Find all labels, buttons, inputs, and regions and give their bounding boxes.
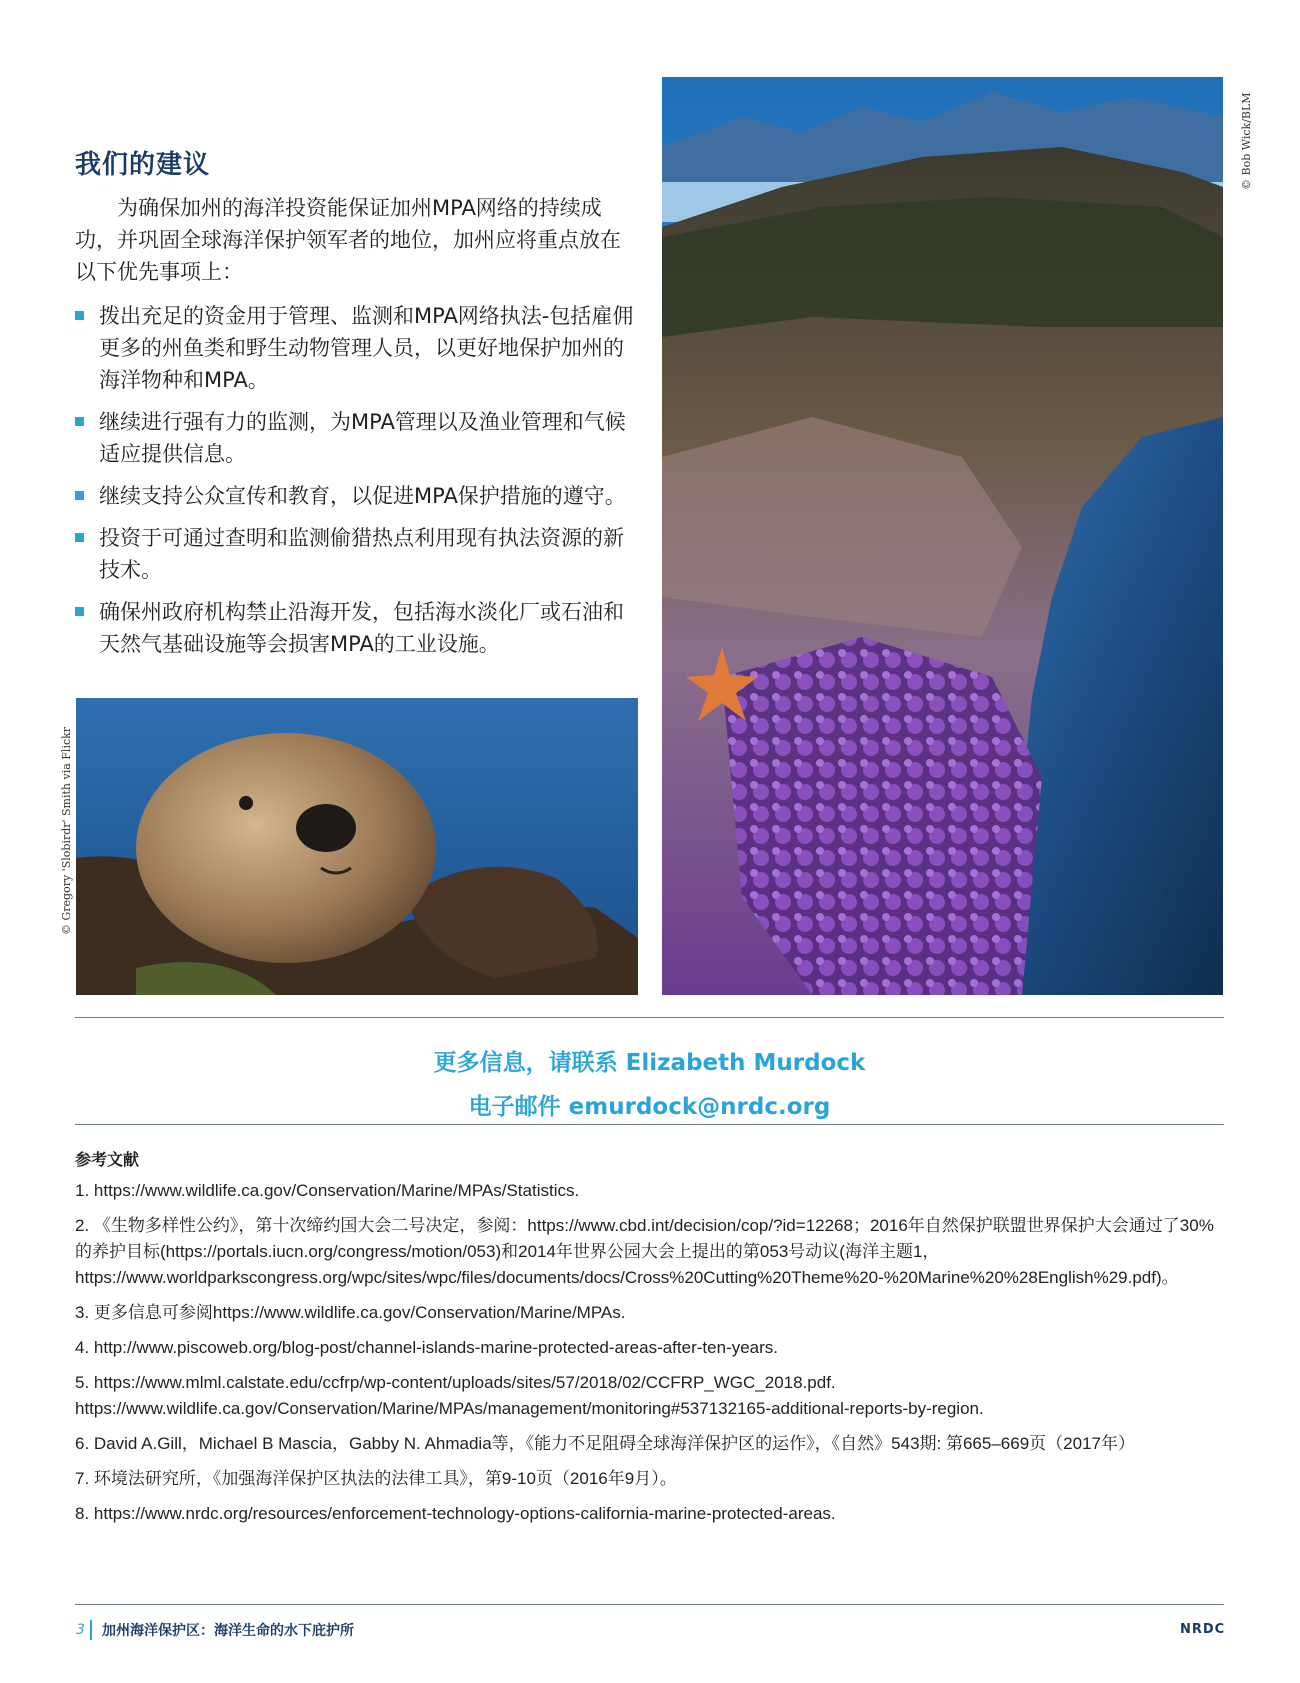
list-item <box>75 596 637 660</box>
list-item <box>75 406 637 470</box>
reference-item[interactable]: 4. http://www.piscoweb.org/blog-post/channel-islands-marine-protected-areas-after-ten-years. <box>75 1338 778 1357</box>
list-item-text: 投资于可通过查明和监测偷猎热点利用现有执法资源的新技术。 <box>99 526 624 582</box>
reference-item[interactable]: 3. 更多信息可参阅https://www.wildlife.ca.gov/Conservation/Marine/MPAs. <box>75 1303 626 1322</box>
list-item <box>75 300 637 396</box>
photo-credit: © Gregory 'Slobirdr' Smith via Flickr <box>60 726 73 935</box>
reference-item: 6. David A.Gill，Michael B Mascia，Gabby N. Ahmadia等，《能力不足阻碍全球海洋保护区的运作》，《自然》543期: 第665–669页（2017年） <box>75 1434 1135 1453</box>
divider <box>75 1124 1224 1125</box>
intro-paragraph: 为确保加州的海洋投资能保证加州MPA网络的持续成功，并巩固全球海洋保护领军者的地位，加州应将重点放在以下优先事项上： <box>75 196 621 284</box>
reference-item[interactable]: 8. https://www.nrdc.org/resources/enforcement-technology-options-california-marine-protected-areas. <box>75 1504 836 1523</box>
tidepool-photo <box>662 77 1223 995</box>
sea-otter-photo <box>76 698 638 995</box>
references-list <box>75 1178 1225 1536</box>
reference-item: 7. 环境法研究所，《加强海洋保护区执法的法律工具》，第9-10页（2016年9月）。 <box>75 1469 677 1488</box>
list-item-text: 继续支持公众宣传和教育，以促进MPA保护措施的遵守。 <box>99 484 626 508</box>
sea-otter-illustration <box>76 698 638 995</box>
reference-item[interactable]: 5. https://www.mlml.calstate.edu/ccfrp/wp-content/uploads/sites/57/2018/02/CCFRP_WGC_2018.pdf. https://www.wildlife.ca.gov/Conservation/Marine/MPAs/management/monitoring#537132165-additional-reports-by-region. <box>75 1373 984 1418</box>
bullet-icon <box>75 491 84 500</box>
footer-divider <box>75 1604 1224 1605</box>
references-title: 参考文献 <box>75 1150 140 1169</box>
footer-title: 加州海洋保护区：海洋生命的水下庇护所 <box>102 1623 354 1639</box>
bullet-icon <box>75 417 84 426</box>
bullet-icon <box>75 311 84 320</box>
list-item <box>75 480 637 512</box>
page-number: 3 <box>76 1622 85 1638</box>
list-item <box>75 522 637 586</box>
bullet-icon <box>75 607 84 616</box>
list-item-text: 确保州政府机构禁止沿海开发，包括海水淡化厂或石油和天然气基础设施等会损害MPA的工业设施。 <box>99 600 624 656</box>
footer-separator <box>90 1620 92 1640</box>
reference-item[interactable]: 1. https://www.wildlife.ca.gov/Conservation/Marine/MPAs/Statistics. <box>75 1181 580 1200</box>
list-item-text: 拨出充足的资金用于管理、监测和MPA网络执法-包括雇佣更多的州鱼类和野生动物管理人员，以更好地保护加州的海洋物种和MPA。 <box>99 304 634 392</box>
divider <box>75 1017 1224 1018</box>
recommendation-list <box>75 300 637 670</box>
photo-credit: © Bob Wick/BLM <box>1240 92 1253 190</box>
section-title: 我们的建议 <box>75 150 211 180</box>
footer-logo: NRDC <box>1180 1622 1226 1637</box>
reference-item[interactable]: 2. 《生物多样性公约》，第十次缔约国大会二号决定，参阅：https://www.cbd.int/decision/cop/?id=12268；2016年自然保护联盟世界保护大会通过了30%的养护目标(https://portals.iucn.org/congress/motion/053)和2014年世界公园大会上提出的第053号动议(海洋主题1，https://www.worldparkscongress.org/wpc/sites/wpc/files/documents/docs/Cross%20Cutting%20Theme%20-%20Marine%20%28English%29.pdf)。 <box>75 1216 1214 1287</box>
contact-email[interactable]: 电子邮件 emurdock@nrdc.org <box>468 1094 831 1120</box>
tidepool-illustration <box>662 77 1223 995</box>
list-item-text: 继续进行强有力的监测，为MPA管理以及渔业管理和气候适应提供信息。 <box>99 410 626 466</box>
contact-name: 更多信息，请联系 Elizabeth Murdock <box>433 1050 866 1076</box>
bullet-icon <box>75 533 84 542</box>
